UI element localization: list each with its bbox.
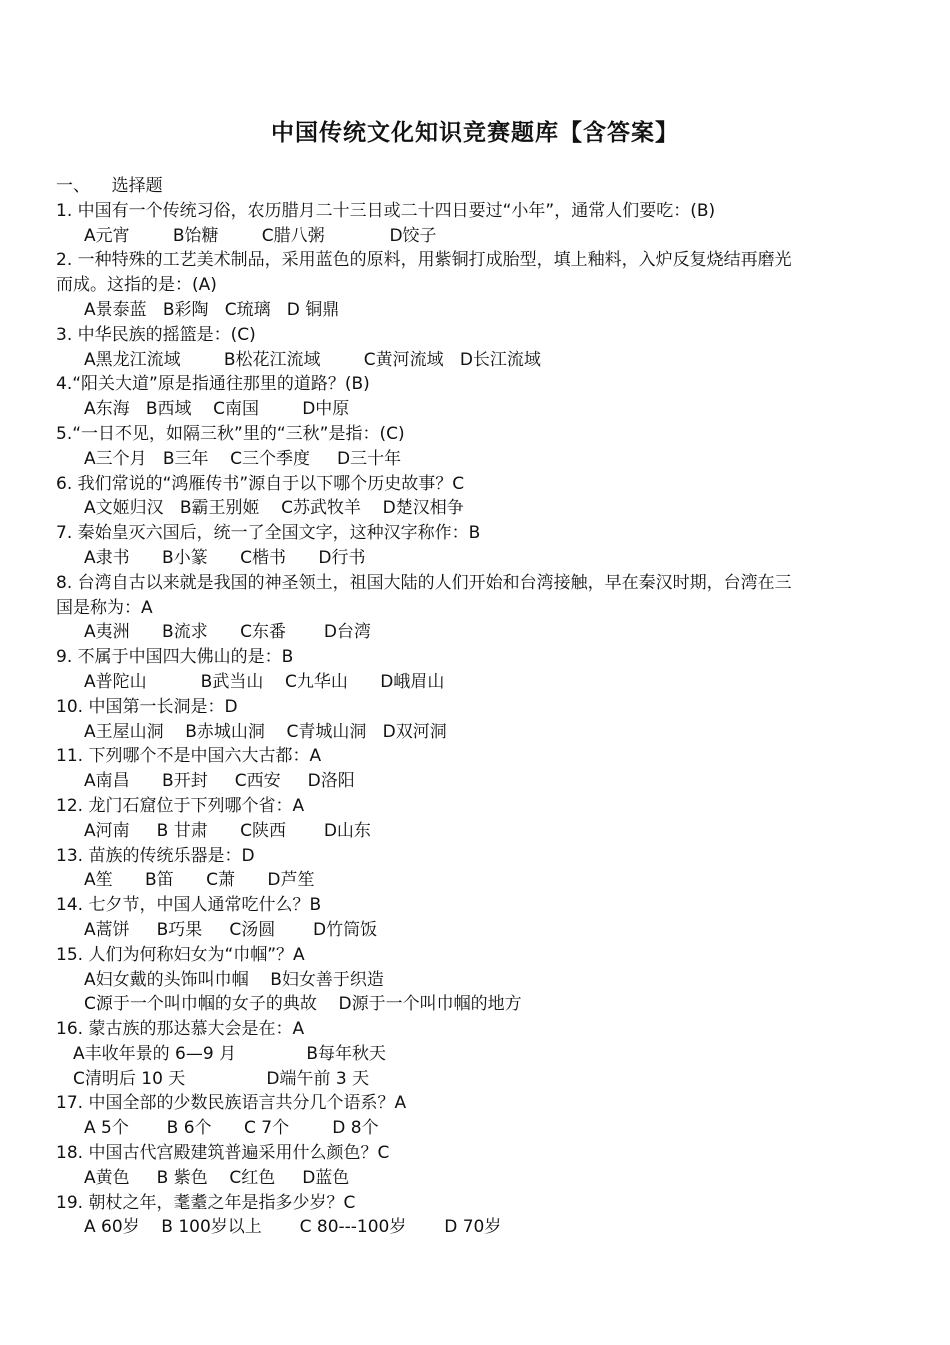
answer-options: A普陀山 B武当山 C九华山 D峨眉山 xyxy=(84,671,445,692)
question-block xyxy=(56,943,906,1017)
question-block xyxy=(56,1091,906,1141)
answer-options: A笙 B笛 C萧 D芦笙 xyxy=(84,870,315,891)
question-stem: 2. 一种特殊的工艺美术制品，采用蓝色的原料，用紫铜打成胎型，填上釉料，入炉反复烧结再磨光 xyxy=(56,250,792,271)
question-stem: 15. 人们为何称妇女为“巾帼”？A xyxy=(56,944,305,965)
question-block xyxy=(56,893,906,943)
question-block xyxy=(56,695,906,745)
question-stem: 10. 中国第一长洞是：D xyxy=(56,696,238,717)
question-block xyxy=(56,422,906,472)
answer-options: A河南 B 甘肃 C陕西 D山东 xyxy=(84,820,371,841)
answer-options: A黄色 B 紫色 C红色 D蓝色 xyxy=(84,1167,350,1188)
section-heading: 一、 选择题 xyxy=(56,176,163,196)
question-stem: 8. 台湾自古以来就是我国的神圣领土，祖国大陆的人们开始和台湾接触，早在秦汉时期，台湾在三 xyxy=(56,572,792,593)
question-block xyxy=(56,472,906,522)
question-list xyxy=(56,174,906,1240)
answer-options: A景泰蓝 B彩陶 C琉璃 D 铜鼎 xyxy=(84,299,340,320)
answer-options: A元宵 B饴糖 C腊八粥 D饺子 xyxy=(84,225,437,246)
answer-options: A王屋山洞 B赤城山洞 C青城山洞 D双河洞 xyxy=(84,721,447,742)
question-stem: 13. 苗族的传统乐器是：D xyxy=(56,845,255,866)
question-block xyxy=(56,248,906,322)
question-stem: 18. 中国古代宫殿建筑普遍采用什么颜色？C xyxy=(56,1143,390,1164)
question-stem: 11. 下列哪个不是中国六大古都：A xyxy=(56,746,322,767)
answer-options: A黑龙江流域 B松花江流域 C黄河流域 D长江流域 xyxy=(84,349,541,370)
question-stem-continuation: 国是称为：A xyxy=(56,597,153,618)
answer-options: A隶书 B小篆 C楷书 D行书 xyxy=(84,547,366,568)
question-block xyxy=(56,323,906,373)
answer-options: A文姬归汉 B霸王别姬 C苏武牧羊 D楚汉相争 xyxy=(84,498,464,519)
question-stem: 1. 中国有一个传统习俗，农历腊月二十三日或二十四日要过“小年”，通常人们要吃：(B) xyxy=(56,200,716,221)
document-title: 中国传统文化知识竞赛题库【含答案】 xyxy=(271,120,679,146)
answer-options: A蒿饼 B巧果 C汤圆 D竹筒饭 xyxy=(84,919,378,940)
question-block xyxy=(56,571,906,645)
question-stem: 9. 不属于中国四大佛山的是：B xyxy=(56,647,294,668)
question-stem: 17. 中国全部的少数民族语言共分几个语系？A xyxy=(56,1093,407,1114)
question-block xyxy=(56,1141,906,1191)
question-stem: 12. 龙门石窟位于下列哪个省：A xyxy=(56,795,305,816)
question-stem: 5.“一日不见，如隔三秋”里的“三秋”是指：(C) xyxy=(56,423,405,444)
question-block xyxy=(56,844,906,894)
question-block xyxy=(56,521,906,571)
question-block xyxy=(56,744,906,794)
question-stem: 4.“阳关大道”原是指通往那里的道路？(B) xyxy=(56,374,370,395)
answer-options: A 5个 B 6个 C 7个 D 8个 xyxy=(84,1118,379,1139)
answer-options: A夷洲 B流求 C东番 D台湾 xyxy=(84,622,371,643)
question-block xyxy=(56,199,906,249)
answer-options: C源于一个叫巾帼的女子的典故 D源于一个叫巾帼的地方 xyxy=(84,994,522,1015)
question-stem: 14. 七夕节，中国人通常吃什么？B xyxy=(56,895,322,916)
question-stem: 19. 朝杖之年，耄耋之年是指多少岁？C xyxy=(56,1192,356,1213)
question-stem: 7. 秦始皇灭六国后，统一了全国文字，这种汉字称作：B xyxy=(56,523,481,544)
answer-options: A东海 B西域 C南国 D中原 xyxy=(84,399,350,420)
question-block xyxy=(56,1017,906,1091)
question-stem: 3. 中华民族的摇篮是：(C) xyxy=(56,324,256,345)
question-stem: 6. 我们常说的“鸿雁传书”源自于以下哪个历史故事？C xyxy=(56,473,465,494)
question-block xyxy=(56,372,906,422)
question-block xyxy=(56,1191,906,1241)
answer-options: A 60岁 B 100岁以上 C 80---100岁 D 70岁 xyxy=(84,1217,502,1238)
answer-options: C清明后 10 天 D端午前 3 天 xyxy=(73,1068,370,1089)
answer-options: A丰收年景的 6—9 月 B每年秋天 xyxy=(73,1043,386,1064)
question-block xyxy=(56,645,906,695)
question-stem: 16. 蒙古族的那达慕大会是在：A xyxy=(56,1019,305,1040)
answer-options: A妇女戴的头饰叫巾帼 B妇女善于织造 xyxy=(84,969,384,990)
answer-options: A三个月 B三年 C三个季度 D三十年 xyxy=(84,448,402,469)
answer-options: A南昌 B开封 C西安 D洛阳 xyxy=(84,771,355,792)
question-stem-continuation: 而成。这指的是：(A) xyxy=(56,275,217,296)
question-block xyxy=(56,794,906,844)
